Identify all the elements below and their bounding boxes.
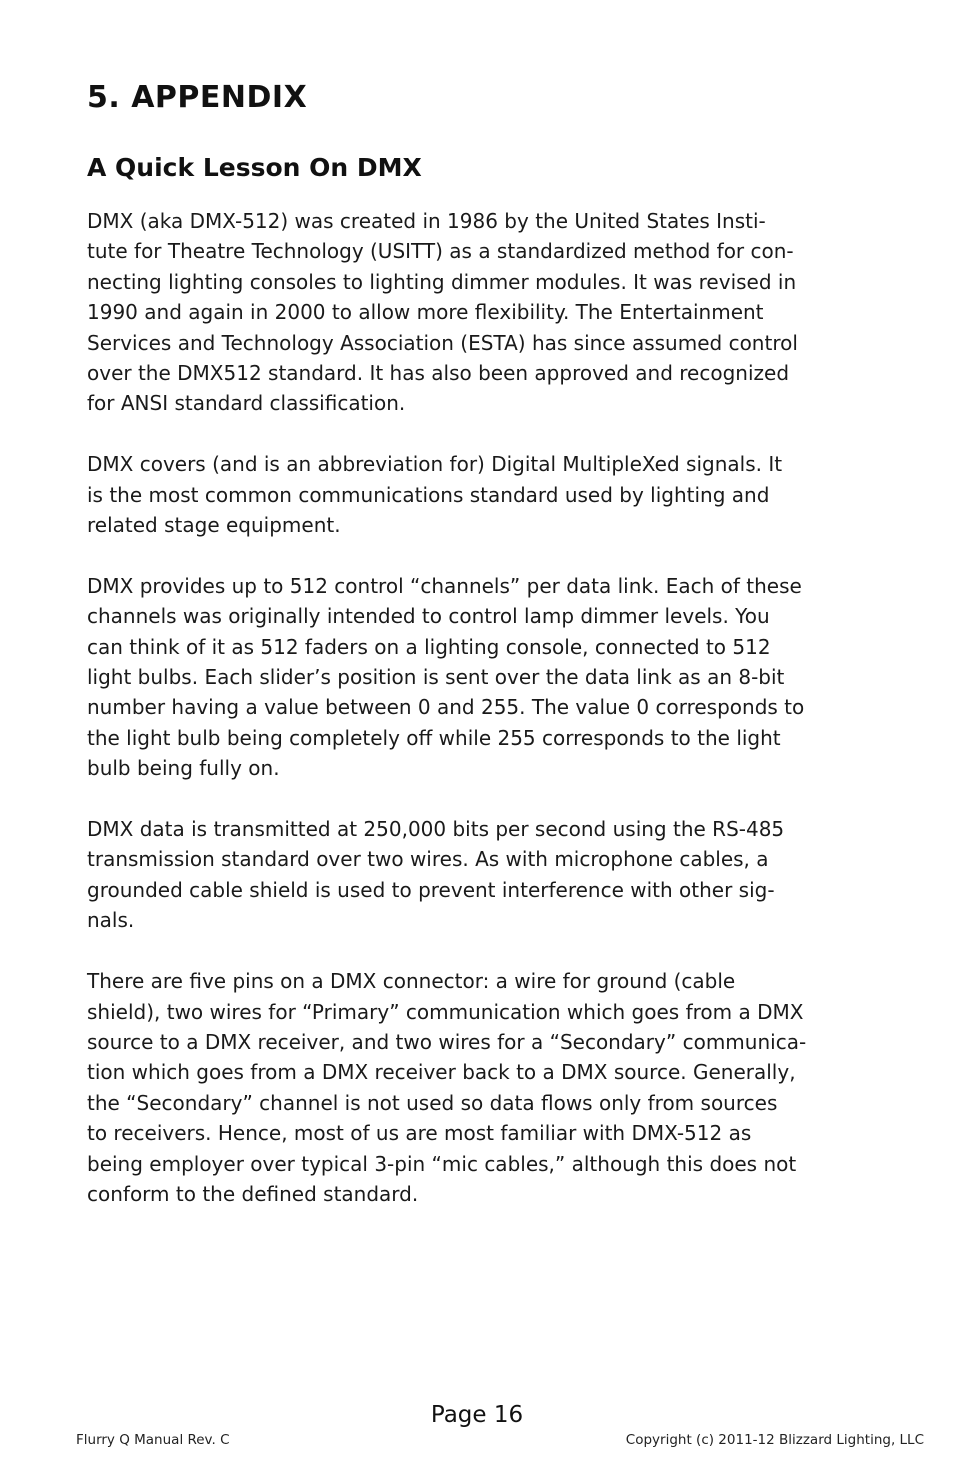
text-line: DMX data is transmitted at 250,000 bits per second using the RS-485 (87, 817, 785, 842)
text-line: being employer over typical 3-pin “mic cables,” although this does not (87, 1151, 797, 1176)
text-line: source to a DMX receiver, and two wires for a “Secondary” communica- (87, 1029, 807, 1054)
text-line: bulb being fully on. (87, 756, 280, 781)
text-line: the “Secondary” channel is not used so data flows only from sources (87, 1090, 778, 1115)
text-line: grounded cable shield is used to prevent interference with other sig- (87, 877, 775, 902)
text-line: Services and Technology Association (ESTA) has since assumed control (87, 330, 798, 355)
body-text (87, 206, 887, 1240)
text-line: transmission standard over two wires. As with microphone cables, a (87, 847, 769, 872)
paragraph-dmx-history (87, 206, 887, 419)
footer-copyright: Copyright (c) 2011-12 Blizzard Lighting, LLC (625, 1432, 924, 1448)
section-title: A Quick Lesson On DMX (87, 153, 422, 182)
text-line: DMX provides up to 512 control “channels” per data link. Each of these (87, 573, 802, 598)
text-line: channels was originally intended to control lamp dimmer levels. You (87, 604, 770, 629)
paragraph-dmx-connector (87, 966, 887, 1209)
text-line: DMX covers (and is an abbreviation for) Digital MultipleXed signals. It (87, 452, 783, 477)
text-line: the light bulb being completely off while 255 corresponds to the light (87, 725, 781, 750)
text-line: necting lighting consoles to lighting dimmer modules. It was revised in (87, 269, 797, 294)
text-line: shield), two wires for “Primary” communication which goes from a DMX (87, 999, 804, 1024)
text-line: to receivers. Hence, most of us are most familiar with DMX-512 as (87, 1121, 752, 1146)
text-line: can think of it as 512 faders on a lighting console, connected to 512 (87, 634, 771, 659)
text-line: tute for Theatre Technology (USITT) as a standardized method for con- (87, 239, 794, 264)
text-line: for ANSI standard classification. (87, 391, 406, 416)
paragraph-dmx-definition (87, 449, 887, 540)
text-line: is the most common communications standard used by lighting and (87, 482, 770, 507)
appendix-title: 5. APPENDIX (87, 80, 308, 115)
text-line: tion which goes from a DMX receiver back to a DMX source. Generally, (87, 1060, 796, 1085)
text-line: nals. (87, 908, 135, 933)
text-line: There are five pins on a DMX connector: a wire for ground (cable (87, 969, 736, 994)
text-line: number having a value between 0 and 255. The value 0 corresponds to (87, 695, 805, 720)
page-number: Page 16 (430, 1402, 524, 1428)
text-line: over the DMX512 standard. It has also been approved and recognized (87, 361, 790, 386)
paragraph-dmx-channels (87, 571, 887, 784)
footer-manual-revision: Flurry Q Manual Rev. C (76, 1432, 230, 1448)
text-line: DMX (aka DMX-512) was created in 1986 by the United States Insti- (87, 209, 766, 233)
text-line: light bulbs. Each slider’s position is sent over the data link as an 8-bit (87, 665, 785, 690)
text-line: 1990 and again in 2000 to allow more flexibility. The Entertainment (87, 300, 764, 325)
text-line: conform to the defined standard. (87, 1181, 419, 1206)
text-line: related stage equipment. (87, 513, 341, 538)
paragraph-dmx-transmission (87, 814, 887, 936)
